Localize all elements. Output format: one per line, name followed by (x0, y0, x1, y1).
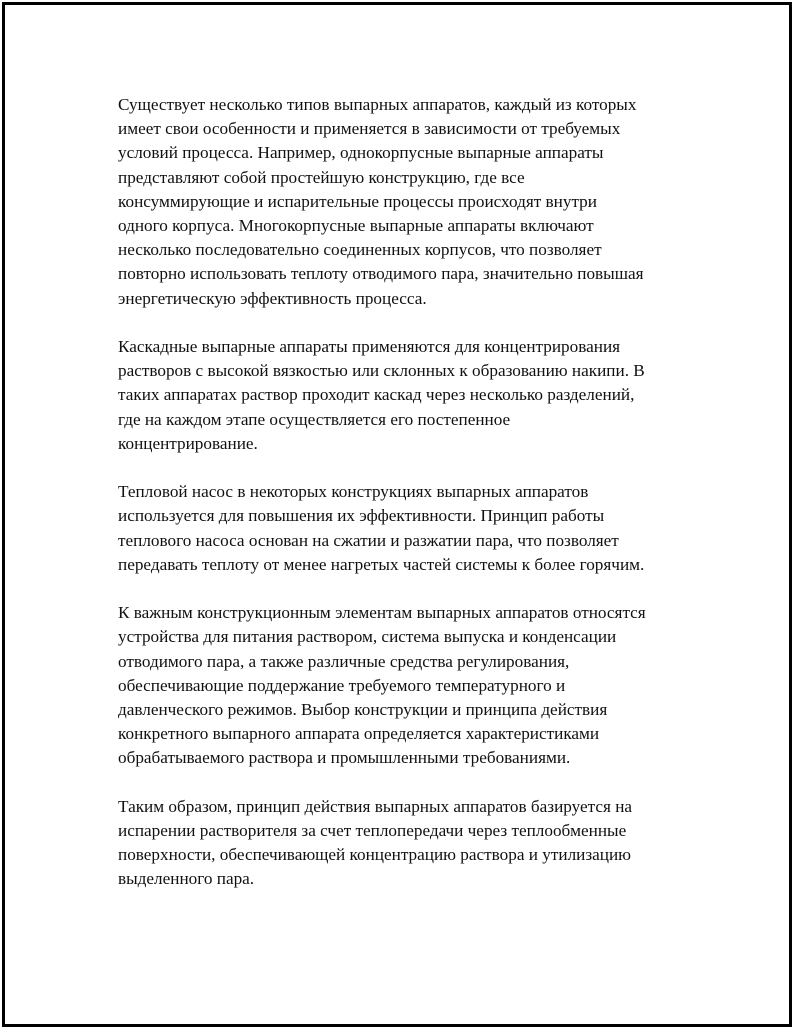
text-line: концентрирование. (118, 433, 258, 453)
text-line: давленческого режимов. Выбор конструкции и принципа действия (118, 700, 608, 720)
paragraph-1 (118, 93, 698, 311)
text-line: К важным конструкционным элементам выпарных аппаратов относятся (118, 603, 646, 623)
text-line: передавать теплоту от менее нагретых частей системы к более горячим. (118, 554, 645, 574)
text-line: таких аппаратах раствор проходит каскад через несколько разделений, (118, 385, 635, 405)
paragraph-4 (118, 601, 698, 770)
text-line: где на каждом этапе осуществляется его постепенное (118, 409, 511, 429)
document-body (118, 93, 698, 916)
text-line: несколько последовательно соединенных корпусов, что позволяет (118, 240, 602, 260)
text-line: обеспечивающие поддержание требуемого температурного и (118, 675, 566, 695)
text-line: представляют собой простейшую конструкцию, где все (118, 167, 525, 187)
text-line: повторно использовать теплоту отводимого пара, значительно повышая (118, 264, 644, 284)
text-line: энергетическую эффективность процесса. (118, 288, 427, 308)
paragraph-2 (118, 335, 698, 456)
text-line: Тепловой насос в некоторых конструкциях выпарных аппаратов (118, 482, 589, 502)
text-line: теплового насоса основан на сжатии и разжатии пара, что позволяет (118, 530, 619, 550)
text-line: растворов с высокой вязкостью или склонных к образованию накипи. В (118, 361, 645, 381)
paragraph-3 (118, 480, 698, 577)
text-line: Существует несколько типов выпарных аппаратов, каждый из которых (118, 95, 637, 114)
text-line: конкретного выпарного аппарата определяется характеристиками (118, 724, 600, 744)
text-line: устройства для питания раствором, система выпуска и конденсации (118, 627, 617, 647)
text-line: поверхности, обеспечивающей концентрацию раствора и утилизацию (118, 845, 631, 865)
text-line: Каскадные выпарные аппараты применяются для концентрирования (118, 337, 621, 357)
text-line: обрабатываемого раствора и промышленными требованиями. (118, 748, 571, 768)
text-line: одного корпуса. Многокорпусные выпарные аппараты включают (118, 216, 594, 236)
text-line: выделенного пара. (118, 869, 255, 889)
text-line: Таким образом, принцип действия выпарных аппаратов базируется на (118, 796, 633, 816)
text-line: имеет свои особенности и применяется в зависимости от требуемых (118, 119, 621, 139)
text-line: условий процесса. Например, однокорпусные выпарные аппараты (118, 143, 604, 163)
text-line: используется для повышения их эффективности. Принцип работы (118, 506, 605, 526)
paragraph-5 (118, 795, 698, 892)
text-line: отводимого пара, а также различные средства регулирования, (118, 651, 570, 671)
text-line: консуммирующие и испарительные процессы происходят внутри (118, 191, 597, 211)
text-line: испарении растворителя за счет теплопередачи через теплообменные (118, 821, 627, 841)
